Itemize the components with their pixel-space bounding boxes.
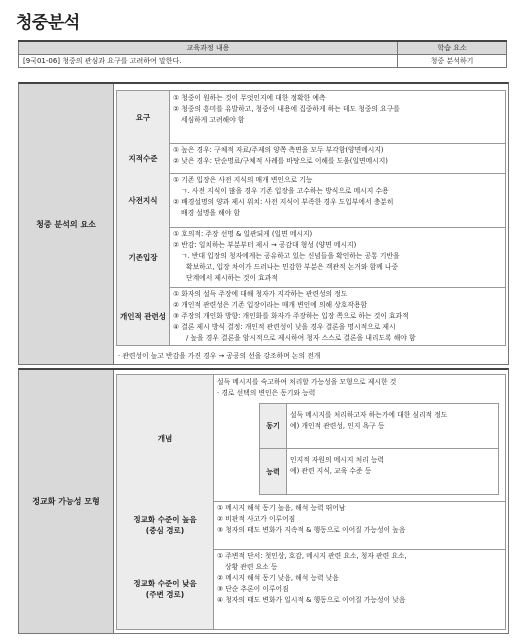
text-line: ② 청중의 흥미를 유발하고, 청중이 내용에 집중하게 하는 데도 청중의 요구를 xyxy=(173,105,400,113)
text-line: ② 반감: 일치하는 부분부터 제시 → 공감대 형성 (양면 메시지) xyxy=(173,241,357,249)
text-line: ④ 결론 제시 방식 결정: 개인적 관련성이 낮을 경우 결론을 명시적으로 제시 xyxy=(173,323,396,331)
row-label: 개인적 관련성 xyxy=(117,287,170,345)
text-line: ㄱ. 사전 지식이 많을 경우 기존 입장을 고수하는 방식으로 메시지 수용 xyxy=(181,187,389,195)
row-label: 정교화 수준이 낮음 xyxy=(133,579,197,588)
text-line: ① 호의적: 주장 선명 & 일관되게 (일면 메시지) xyxy=(173,230,313,238)
footnote: · 관련성이 높고 반감을 가진 경우 → 공공의 선을 강조하며 논의 전개 xyxy=(118,352,321,360)
sub-label: 능력 xyxy=(260,449,287,494)
section-label: 정교화 가능성 모형 xyxy=(19,370,114,633)
text-line: ① 높은 경우: 구체적 자료/주제의 양쪽 측면을 모두 부각함(양면메시지) xyxy=(173,146,384,154)
model-row-high xyxy=(117,501,505,550)
text-line: 단계에서 제시하는 것이 효과적 xyxy=(186,274,278,282)
text-line: ② 개인적 관련성은 기존 입장이라는 매개 변인에 의해 상호작용함 xyxy=(173,301,368,309)
element-row-personal-relevance xyxy=(117,287,505,345)
row-label: 정교화 수준이 높음 xyxy=(133,515,197,524)
elaboration-model-section xyxy=(18,368,509,634)
row-label: (주변 경로) xyxy=(145,590,185,599)
model-row-low xyxy=(117,549,505,629)
element-row-knowledge-level xyxy=(117,143,505,174)
text-line: 예) 관련 지식, 교육 수준 등 xyxy=(290,467,372,475)
row-label: 지적수준 xyxy=(117,143,170,173)
text-line: / 높을 경우 결론을 암시적으로 제시하여 청자 스스로 결론을 내리도록 해야 함 xyxy=(186,334,416,342)
row-label: 기존입장 xyxy=(117,227,170,287)
concept-subtable xyxy=(259,403,499,495)
curriculum-table xyxy=(18,40,507,68)
text-line: ② 배경설명의 양과 제시 위치: 사전 지식이 부족한 경우 도입부에서 충분히 xyxy=(173,198,394,206)
text-line: ① 청중이 원하는 것이 무엇인지에 대한 정확한 예측 xyxy=(173,94,326,102)
text-line: 배경 설명을 해야 함 xyxy=(181,209,241,217)
text-line: ③ 주장의 개인화 방향: 개인화를 화자가 주장하는 입장 쪽으로 하는 것이 효과적 xyxy=(173,312,409,320)
text-line: · 경로 선택의 변인은 동기와 능력 xyxy=(217,389,316,397)
text-line: ① 메시지 해석 동기 높음, 해석 능력 뛰어남 xyxy=(217,504,346,512)
text-line: ① 화자의 설득 주장에 대해 청자가 지각하는 관련성의 정도 xyxy=(173,290,348,298)
sub-label: 동기 xyxy=(260,404,287,448)
table-cell: [9국01-06] 청중의 관심과 요구를 고려하여 말한다. xyxy=(19,55,398,68)
text-line: 설득 메시지를 처리하고자 하는가에 대한 심리적 정도 xyxy=(290,411,448,419)
text-line: ③ 단순 추론이 이루어짐 xyxy=(217,585,289,593)
text-line: ② 메시지 해석 동기 낮음, 해석 능력 낮음 xyxy=(217,574,339,582)
text-line: ① 기존 입장은 사전 지식의 매개 변인으로 기능 xyxy=(173,176,313,184)
page-title: 청중분석 xyxy=(16,13,80,33)
text-line: 세심하게 고려해야 함 xyxy=(181,116,245,124)
text-line: 상황 관련 요소 등 xyxy=(225,563,278,571)
text-line: ② 비판적 사고가 이루어짐 xyxy=(217,515,296,523)
row-label: 개념 xyxy=(117,375,214,501)
row-label: 요구 xyxy=(117,91,170,143)
table-cell: 청중 분석하기 xyxy=(398,55,507,68)
row-label: (중심 경로) xyxy=(145,526,185,535)
element-row-demand xyxy=(117,91,505,144)
header-content: 교육과정 내용 xyxy=(19,41,398,55)
header-element: 학습 요소 xyxy=(398,41,507,55)
text-line: 인지적 자원의 메시지 처리 능력 xyxy=(290,456,384,464)
model-table xyxy=(116,374,506,630)
text-line: 예) 개인적 관련성, 인지 욕구 등 xyxy=(290,422,385,430)
text-line: ③ 청자의 태도 변화가 지속적 & 행동으로 이어질 가능성이 높음 xyxy=(217,526,406,534)
section-label: 청중 분석의 요소 xyxy=(19,84,114,364)
row-label: 사전지식 xyxy=(117,173,170,227)
text-line: 설득 메시지를 숙고하여 처리할 가능성을 모형으로 제시한 것 xyxy=(217,378,397,386)
table-row xyxy=(19,55,507,68)
elements-table xyxy=(116,90,506,346)
model-row-concept xyxy=(117,375,505,502)
element-row-existing-stance xyxy=(117,227,505,288)
text-line: ② 낮은 경우: 단순명료/구체적 사례를 바탕으로 이해를 도움(일면메시지) xyxy=(173,157,388,165)
text-line: ① 주변적 단서: 첫인상, 호감, 메시지 관련 요소, 청자 관련 요소, xyxy=(217,552,407,560)
sub-row-ability xyxy=(260,449,498,494)
sub-row-motivation xyxy=(260,404,498,449)
text-line: ㄱ. 반대 입장의 청자에게는 공유하고 있는 신념들을 확인하는 공통 기반을 xyxy=(181,252,400,260)
element-row-prior-knowledge xyxy=(117,173,505,228)
text-line: 확보하고, 입장 차이가 드러나는 민감한 부분은 객관적 논거와 함께 나중 xyxy=(186,263,399,271)
text-line: ④ 청자의 태도 변화가 일시적 & 행동으로 이어질 가능성이 낮음 xyxy=(217,596,406,604)
audience-elements-section xyxy=(18,82,509,365)
